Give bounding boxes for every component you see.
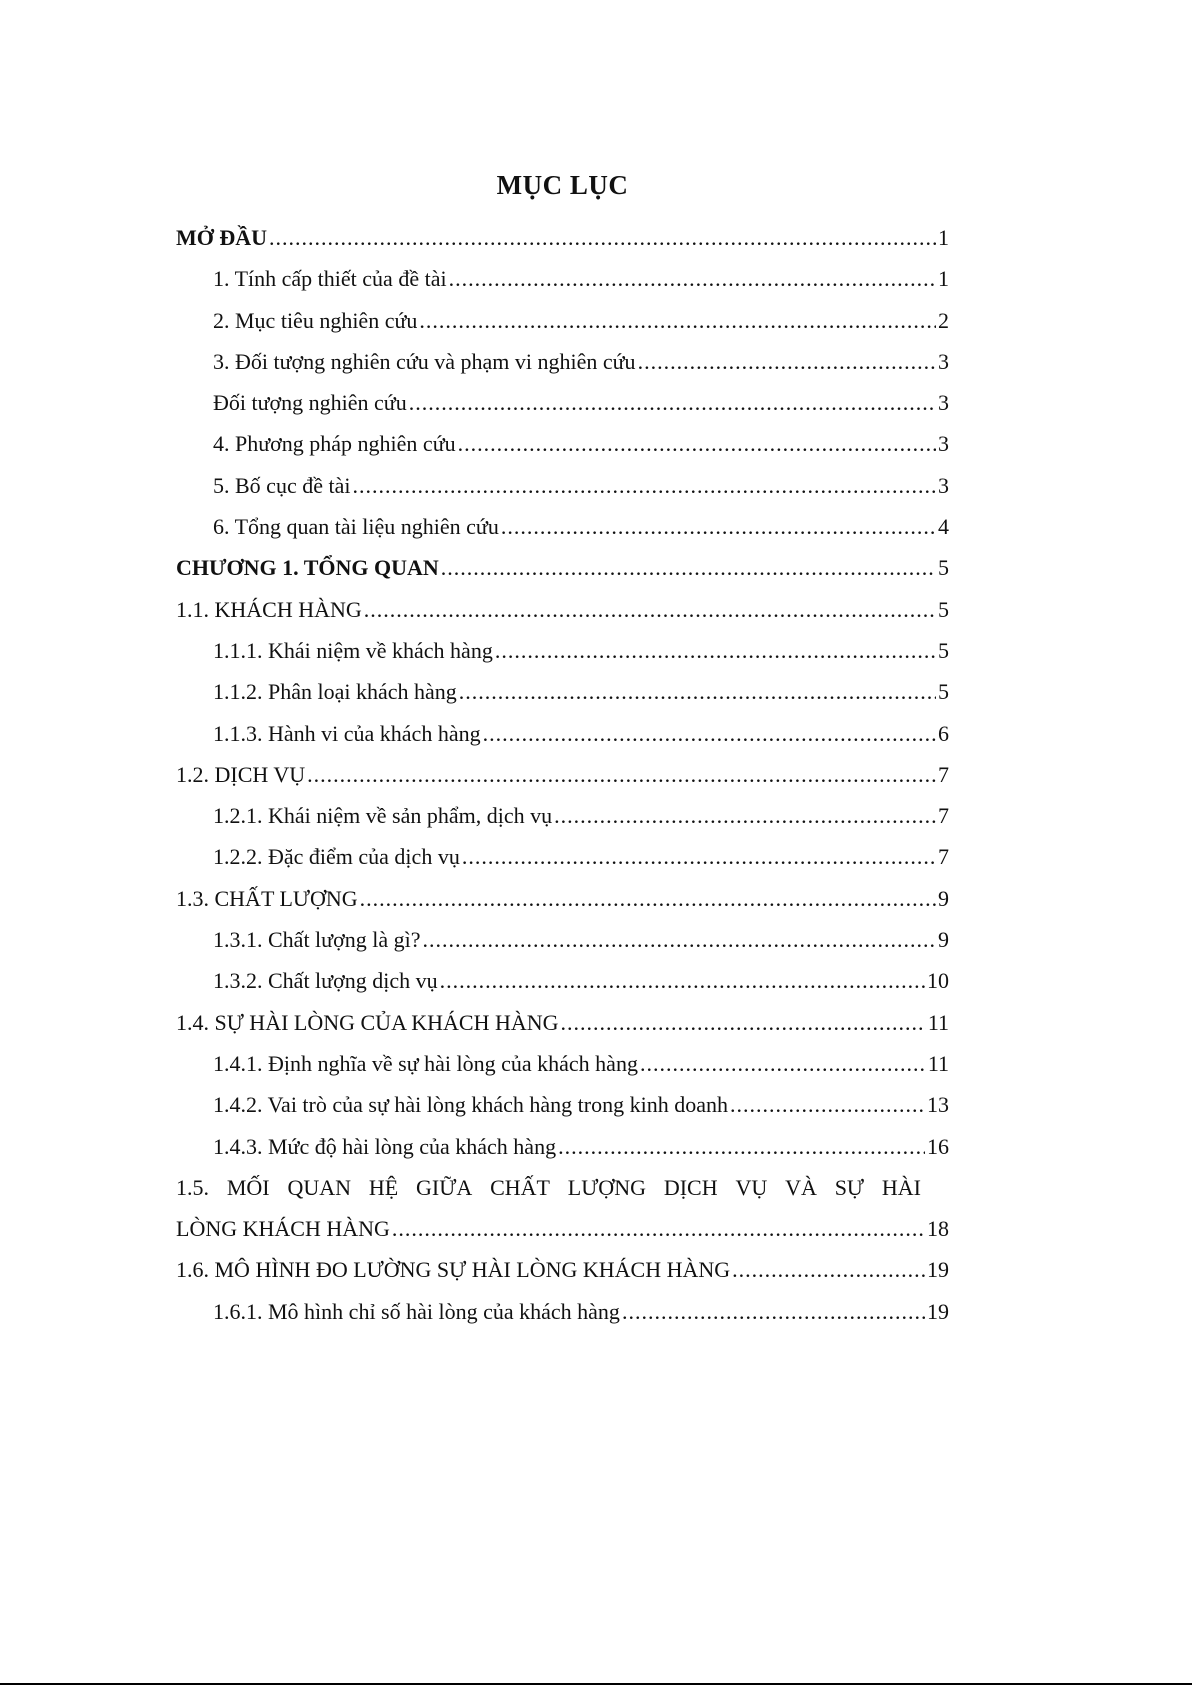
toc-dot-leader [622, 1291, 925, 1332]
toc-entry-doi-tuong[interactable] [176, 382, 949, 423]
toc-entry-text: 6. Tổng quan tài liệu nghiên cứu [213, 514, 499, 540]
toc-entry-text: 1.3.2. Chất lượng dịch vụ [213, 968, 438, 994]
toc-entry-text: 5. Bố cục đề tài [213, 472, 351, 498]
toc-entry-page: 2 [938, 307, 949, 333]
toc-entry-page: 7 [938, 844, 949, 870]
toc-entry-text: 1.2.1. Khái niệm về sản phẩm, dịch vụ [213, 803, 553, 829]
toc-entry-4[interactable] [176, 423, 949, 464]
toc-entry-text: 1.3.1. Chất lượng là gì? [213, 927, 421, 953]
toc-word: DỊCH [663, 1174, 718, 1200]
toc-entry-text: CHƯƠNG 1. TỔNG QUAN [176, 555, 439, 581]
toc-word: VỤ [735, 1174, 768, 1200]
toc-entry-1-3-1[interactable] [176, 919, 949, 960]
toc-dot-leader [561, 1002, 926, 1043]
toc-entry-page: 18 [927, 1216, 949, 1242]
toc-entry-page: 19 [927, 1257, 949, 1283]
toc-entry-text: 1.1.3. Hành vi của khách hàng [213, 720, 481, 746]
toc-dot-leader [422, 919, 936, 960]
toc-dot-leader [409, 382, 936, 423]
toc-entry-text: 1.4.3. Mức độ hài lòng của khách hàng [213, 1133, 557, 1159]
toc-entry-1-4-1[interactable] [176, 1043, 949, 1084]
toc-entry-text: 1.6.1. Mô hình chỉ số hài lòng của khách hàng [213, 1298, 620, 1324]
toc-entry-1-5[interactable] [176, 1208, 949, 1249]
toc-entry-page: 6 [938, 720, 949, 746]
toc-entry-text: 4. Phương pháp nghiên cứu [213, 431, 456, 457]
toc-entry-text: 1.3. CHẤT LƯỢNG [176, 885, 358, 911]
toc-word: CHẤT [490, 1174, 550, 1200]
toc-entry-text: 1.2. DỊCH VỤ [176, 761, 306, 787]
toc-entry-1-3[interactable] [176, 878, 949, 919]
toc-entry-3[interactable] [176, 341, 949, 382]
toc-word: LƯỢNG [567, 1174, 646, 1200]
toc-dot-leader [640, 1043, 926, 1084]
toc-dot-leader [458, 423, 936, 464]
toc-entry-text: 1.4.1. Định nghĩa về sự hài lòng của khách hàng [213, 1050, 638, 1076]
toc-word: VÀ [785, 1174, 817, 1200]
toc-entry-mo-dau[interactable] [176, 217, 949, 258]
toc-dot-leader [449, 258, 936, 299]
toc-dot-leader [638, 341, 936, 382]
toc-word: HỆ [368, 1174, 399, 1200]
toc-entry-text: 1.4.2. Vai trò của sự hài lòng khách hàng trong kinh doanh [213, 1092, 728, 1118]
toc-entry-text: 1.1.1. Khái niệm về khách hàng [213, 637, 493, 663]
toc-entry-page: 3 [938, 348, 949, 374]
toc-dot-leader [554, 795, 936, 836]
toc-entry-page: 13 [927, 1092, 949, 1118]
toc-dot-leader [360, 878, 936, 919]
toc-entry-5[interactable] [176, 465, 949, 506]
toc-entry-1-1[interactable] [176, 589, 949, 630]
toc-entry-text: MỞ ĐẦU [176, 225, 268, 250]
toc-word: GIỮA [416, 1174, 473, 1200]
toc-dot-leader [307, 754, 936, 795]
toc-entry-6[interactable] [176, 506, 949, 547]
toc-entry-text: Đối tượng nghiên cứu [213, 390, 407, 416]
toc-entry-page: 11 [927, 1009, 949, 1035]
toc-entry-1-1-1[interactable] [176, 630, 949, 671]
toc-entry-1[interactable] [176, 258, 949, 299]
toc-dot-leader [495, 630, 936, 671]
toc-dot-leader [462, 836, 936, 877]
toc-entry-1-6-1[interactable] [176, 1291, 949, 1332]
toc-entry-2[interactable] [176, 300, 949, 341]
toc-entry-1-3-2[interactable] [176, 960, 949, 1001]
toc-word: QUAN [287, 1174, 352, 1200]
toc-entry-page: 10 [927, 968, 949, 994]
toc-entry-text: 3. Đối tượng nghiên cứu và phạm vi nghiên cứu [213, 348, 636, 374]
toc-entry-1-5-first-line[interactable] [176, 1167, 949, 1208]
toc-entry-chuong-1[interactable] [176, 547, 949, 588]
toc-entry-page: 5 [938, 637, 949, 663]
toc-word: SỰ [834, 1174, 864, 1200]
toc-entry-1-4[interactable] [176, 1002, 949, 1043]
toc-dot-leader [364, 589, 936, 630]
toc-entry-page: 3 [938, 431, 949, 457]
toc-entry-page: 5 [938, 596, 949, 622]
toc-list [176, 217, 949, 1332]
toc-entry-page: 9 [938, 927, 949, 953]
toc-entry-text: 1.6. MÔ HÌNH ĐO LƯỜNG SỰ HÀI LÒNG KHÁCH HÀNG [176, 1257, 731, 1283]
toc-entry-page: 3 [938, 472, 949, 498]
toc-entry-page: 1 [938, 225, 949, 250]
toc-entry-page: 16 [927, 1133, 949, 1159]
toc-entry-1-4-2[interactable] [176, 1084, 949, 1125]
toc-entry-text: 1.1.2. Phân loại khách hàng [213, 679, 457, 705]
toc-dot-leader [352, 465, 936, 506]
toc-dot-leader [392, 1208, 925, 1249]
toc-entry-text: 1.2.2. Đặc điểm của dịch vụ [213, 844, 460, 870]
toc-entry-page: 5 [938, 555, 949, 581]
toc-dot-leader [483, 713, 936, 754]
toc-entry-1-2[interactable] [176, 754, 949, 795]
toc-word: HÀI [881, 1174, 921, 1200]
toc-title: MỤC LỤC [496, 170, 629, 200]
toc-entry-text: 1.1. KHÁCH HÀNG [176, 596, 362, 622]
toc-dot-leader [419, 300, 936, 341]
toc-word: 1.5. [176, 1174, 209, 1200]
toc-entry-text: 2. Mục tiêu nghiên cứu [213, 307, 418, 333]
toc-entry-page: 3 [938, 390, 949, 416]
toc-entry-1-2-1[interactable] [176, 795, 949, 836]
toc-entry-page: 11 [927, 1050, 949, 1076]
toc-dot-leader [732, 1249, 925, 1290]
toc-dot-leader [440, 960, 925, 1001]
toc-entry-page: 7 [938, 761, 949, 787]
toc-entry-text: 1. Tính cấp thiết của đề tài [213, 266, 447, 292]
toc-entry-text: LÒNG KHÁCH HÀNG [176, 1216, 390, 1242]
toc-entry-1-4-3[interactable] [176, 1126, 949, 1167]
toc-entry-page: 1 [938, 266, 949, 292]
toc-dot-leader [269, 217, 936, 258]
toc-dot-leader [730, 1084, 925, 1125]
toc-word: MỐI [226, 1174, 270, 1200]
toc-dot-leader [441, 547, 936, 588]
toc-entry-page: 9 [938, 885, 949, 911]
toc-entry-page: 5 [938, 679, 949, 705]
toc-dot-leader [459, 671, 936, 712]
toc-dot-leader [558, 1126, 925, 1167]
toc-dot-leader [501, 506, 936, 547]
toc-entry-1-6[interactable] [176, 1249, 949, 1290]
toc-entry-page: 4 [938, 514, 949, 540]
toc-entry-1-1-2[interactable] [176, 671, 949, 712]
toc-entry-1-1-3[interactable] [176, 713, 949, 754]
toc-entry-page: 19 [927, 1298, 949, 1324]
toc-entry-1-2-2[interactable] [176, 836, 949, 877]
toc-entry-text: 1.4. SỰ HÀI LÒNG CỦA KHÁCH HÀNG [176, 1009, 559, 1035]
toc-entry-page: 7 [938, 803, 949, 829]
